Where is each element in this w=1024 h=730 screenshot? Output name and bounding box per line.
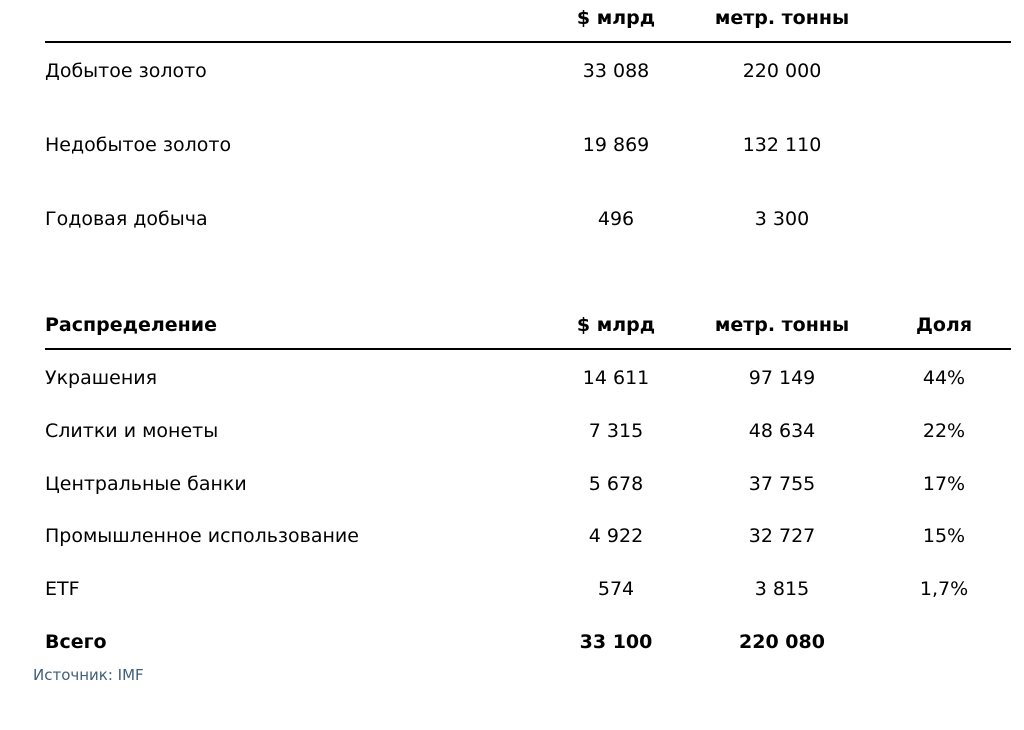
table2-row-usd: 14 611 bbox=[582, 367, 650, 389]
table1-row-usd: 33 088 bbox=[582, 60, 650, 82]
table2-row-tonnes: 3 815 bbox=[754, 578, 810, 600]
table1-header-rule bbox=[45, 41, 1011, 43]
table1-row-tonnes: 3 300 bbox=[754, 208, 810, 230]
table2-row-tonnes: 48 634 bbox=[748, 420, 816, 442]
table2-row-share: 15% bbox=[922, 525, 966, 547]
table2-row-share: 22% bbox=[922, 420, 966, 442]
table2-header-tonnes: метр. тонны bbox=[714, 314, 850, 336]
table1-header-usd: $ млрд bbox=[576, 7, 656, 29]
table1-row-label: Годовая добыча bbox=[45, 208, 208, 230]
table2-row-label: Украшения bbox=[45, 367, 158, 389]
table2-row-share: 44% bbox=[922, 367, 966, 389]
table2-header-rule bbox=[45, 348, 1011, 350]
table2-row-label: Промышленное использование bbox=[45, 525, 359, 547]
table2-total-tonnes: 220 080 bbox=[739, 631, 825, 653]
table2-row-tonnes: 97 149 bbox=[748, 367, 816, 389]
table2-header-label: Распределение bbox=[45, 314, 217, 336]
table2-row-label: ETF bbox=[45, 578, 80, 600]
table1-row-usd: 19 869 bbox=[582, 134, 650, 156]
table2-row-share: 1,7% bbox=[919, 578, 969, 600]
table2-row-usd: 7 315 bbox=[588, 420, 644, 442]
table1-row-tonnes: 132 110 bbox=[742, 134, 822, 156]
table1-row-tonnes: 220 000 bbox=[742, 60, 822, 82]
table2-row-usd: 4 922 bbox=[588, 525, 644, 547]
table1-row-usd: 496 bbox=[597, 208, 635, 230]
table2-header-usd: $ млрд bbox=[576, 314, 656, 336]
table2-row-tonnes: 32 727 bbox=[748, 525, 816, 547]
table2-row-label: Центральные банки bbox=[45, 473, 247, 495]
table2-header-share: Доля bbox=[915, 314, 973, 336]
table1-row-label: Добытое золото bbox=[45, 60, 207, 82]
table2-total-label: Всего bbox=[45, 631, 107, 653]
table1-row-label: Недобытое золото bbox=[45, 134, 232, 156]
table2-row-share: 17% bbox=[922, 473, 966, 495]
table1-header-tonnes: метр. тонны bbox=[714, 7, 850, 29]
source-note: Источник: IMF bbox=[33, 666, 144, 684]
table2-row-usd: 5 678 bbox=[588, 473, 644, 495]
table2-total-usd: 33 100 bbox=[579, 631, 653, 653]
table2-row-usd: 574 bbox=[597, 578, 635, 600]
table2-row-label: Слитки и монеты bbox=[45, 420, 219, 442]
table2-row-tonnes: 37 755 bbox=[748, 473, 816, 495]
